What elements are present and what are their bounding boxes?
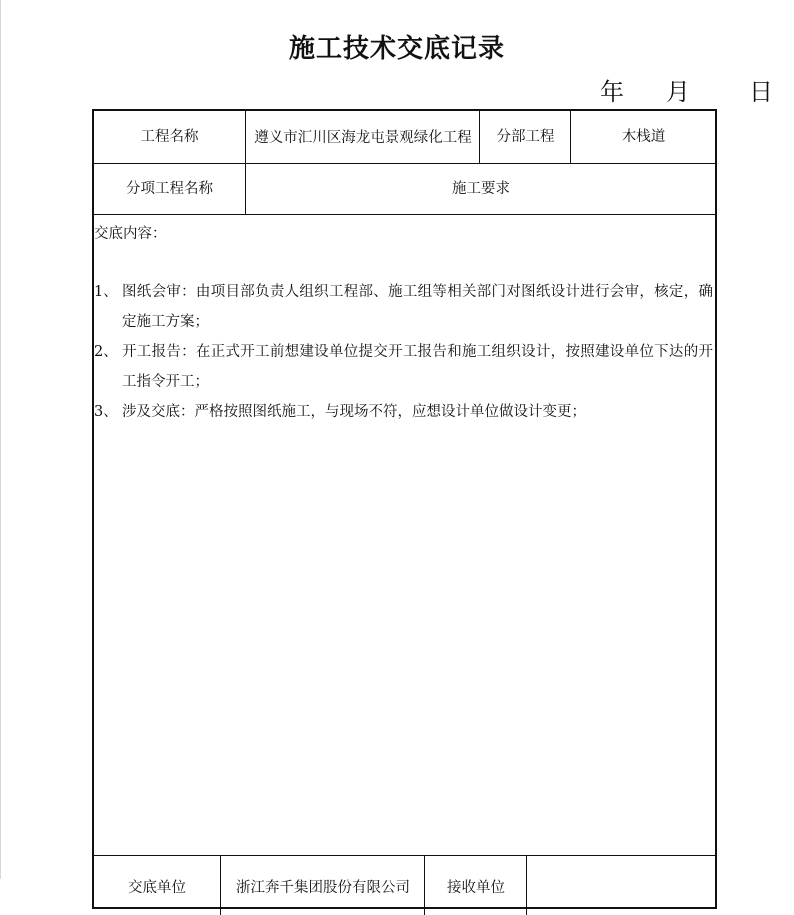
date-year-label: 年: [600, 78, 624, 106]
item-name-label: 分项工程名称: [126, 181, 213, 197]
row-divider: [94, 214, 715, 215]
content-list: [94, 277, 715, 427]
list-item-number: 1、: [94, 284, 118, 300]
list-item-text: 图纸会审：由项目部负责人组织工程部、施工组等相关部门对图纸设计进行会审，核定，确定施工方案；: [122, 284, 713, 330]
receiver-unit-value: [528, 857, 715, 897]
list-item-text: 涉及交底：严格按照图纸施工，与现场不符，应想设计单位做设计变更；: [122, 404, 586, 420]
content-area: [94, 216, 715, 427]
col-divider: [220, 855, 221, 915]
col-divider: [245, 111, 246, 214]
date-day-label: 日: [749, 78, 773, 106]
list-item-number: 3、: [94, 404, 118, 420]
col-divider: [479, 111, 480, 163]
item-name-value: 施工要求: [452, 181, 510, 197]
handover-unit-label: 交底单位: [128, 880, 186, 896]
date-row: [0, 72, 794, 106]
project-name-value: 遵义市汇川区海龙屯景观绿化工程: [254, 130, 472, 146]
list-item-number: 2、: [94, 344, 118, 360]
handover-unit-value: 浙江奔千集团股份有限公司: [236, 880, 410, 896]
page-edge: [0, 0, 1, 879]
col-divider: [570, 111, 571, 163]
receiver-unit-label: 接收单位: [447, 880, 505, 896]
list-item-text: 开工报告：在正式开工前想建设单位提交开工报告和施工组织设计，按照建设单位下达的开工指令开工；: [122, 344, 713, 390]
list-item: [94, 337, 715, 397]
content-heading: 交底内容：: [94, 226, 167, 242]
col-divider: [526, 855, 527, 915]
list-item: [94, 397, 715, 427]
date-month-label: 月: [666, 78, 690, 106]
list-item: [94, 277, 715, 337]
record-table: [92, 109, 717, 909]
sub-project-value: 木栈道: [621, 129, 666, 145]
row-divider: [94, 855, 715, 856]
document-title: 施工技术交底记录: [288, 34, 505, 64]
project-name-label: 工程名称: [140, 129, 199, 145]
sub-project-label: 分部工程: [496, 129, 555, 145]
col-divider: [424, 855, 425, 915]
